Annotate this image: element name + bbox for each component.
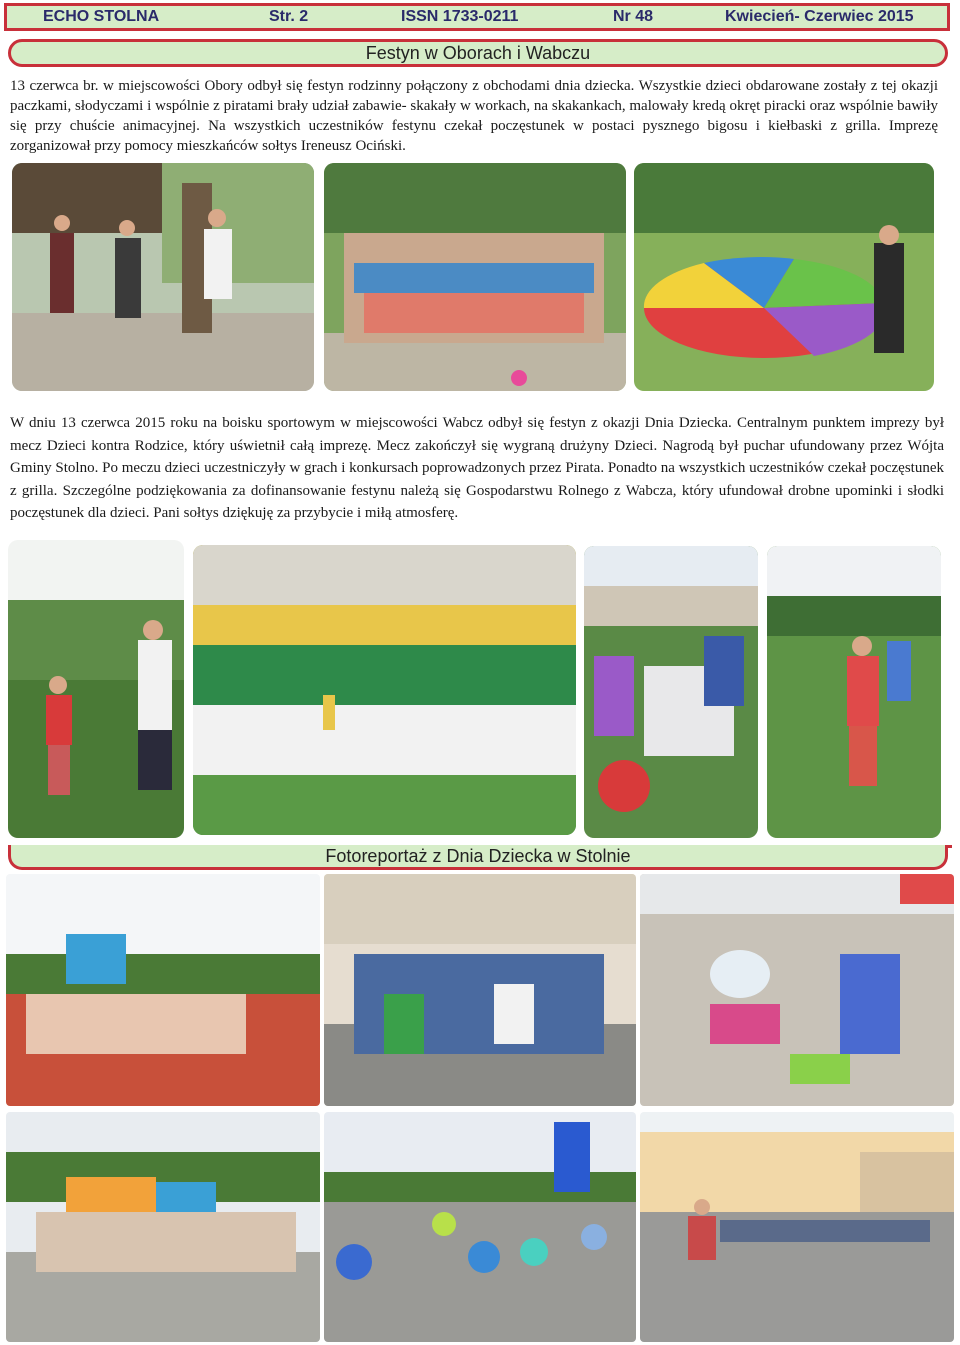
photo-pinata-court (6, 874, 320, 1106)
publication-name: ECHO STOLNA (43, 8, 160, 25)
photo-animation-parachute (634, 163, 934, 391)
article-title: Fotoreportaż z Dnia Dziecka w Stolnie (8, 845, 948, 870)
photo-football-teams (193, 545, 576, 835)
photo-cotton-candy (640, 874, 954, 1106)
photo-pirates-stage (12, 163, 314, 391)
page-number: Str. 2 (269, 8, 309, 25)
photo-inflatables (6, 1112, 320, 1342)
article-body: W dniu 13 czerwca 2015 roku na boisku sportowym w miejscowości Wabcz odbył się festyn z okazji Dnia Dziecka. Centralnym punktem imprezy był mecz Dzieci kontra Rodzice, który uświetnił całą imprezę. Mecz zakończył się wygraną drużyny Dzieci. Nagrodą był puchar ufundowany przez Wójta Gminy Stolno. Po meczu dzieci uczestniczyły w grach i konkursach poprowadzonych przez Pirata. Ponadto na wszystkich uczestników czekał poczęstunek z grilla. Szczególne podziękowania za dofinansowanie festynu należą się Gospodarstwu Rolnego z Wabcza, który ufundował drobne upominki i słodki poczęstunek dla dzieci. Pani sołtys dziękuję za przybycie i miłą atmosferę. (10, 415, 944, 522)
photo-balloons (324, 1112, 636, 1342)
issue-date: Kwiecień- Czerwiec 2015 (725, 8, 914, 25)
photo-pirate-game (8, 540, 184, 838)
photo-group-children (324, 163, 626, 391)
issn: ISSN 1733-0211 (401, 8, 519, 25)
page-header (4, 3, 950, 31)
photo-children-playground (767, 546, 941, 838)
article-title: Festyn w Oborach i Wabczu (8, 39, 948, 67)
photo-children-balls (324, 874, 636, 1106)
article-body: 13 czerwca br. w miejscowości Obory odbył się festyn rodzinny połączony z obchodami dnia dziecka. Wszystkie dzieci obdarowane zostały z tej okazji paczkami, słodyczami i wspólnie z piratami brały udział zabawie- skakały w workach, na skakankach, malowały kredą okręt piracki oraz wspólnie bawiły się przy chuście animacyjnej. Na wszystkich uczestników festynu czekał poczęstunek w postaci pysznego bigosu i kiełbaski z grilla. Imprezę zorganizował przy pomocy mieszkańców sołtys Ireneusz Ociński. (10, 78, 938, 154)
issue-number: Nr 48 (613, 8, 654, 25)
photo-line-game (640, 1112, 954, 1342)
photo-children-table (584, 546, 758, 838)
